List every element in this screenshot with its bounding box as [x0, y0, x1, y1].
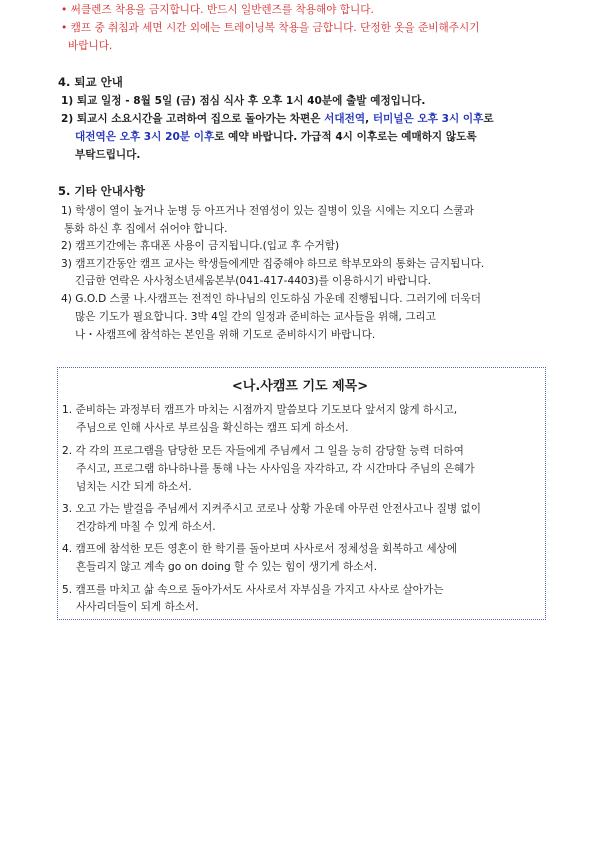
section-4-item-2-line-1 [61, 112, 494, 126]
section-5-line-6: 4) G.O.D 스쿨 나.사캠프는 전적인 하나님의 인도하심 가운데 진행됩니다. 그러기에 더욱더 [61, 293, 481, 305]
prayer-line-8: 4. 캠프에 참석한 모든 영혼이 한 학기를 돌아보며 사사로서 정체성을 회복하고 세상에 [62, 543, 458, 555]
section-4-item-2-line-2 [75, 130, 477, 144]
prayer-line-6: 3. 오고 가는 발걸음 주님께서 지켜주시고 코로나 상황 가운데 아무런 안전사고나 질병 없이 [62, 503, 481, 515]
item-2-highlight-terminal: 터미널은 오후 3시 이후 [372, 113, 484, 125]
prayer-line-9: 흔들리지 않고 계속 go on doing 할 수 있는 힘이 생기게 하소서. [76, 561, 378, 573]
prayer-line-2: 주님으로 인해 사사로 부르심을 확신하는 캠프 되게 하소서. [76, 422, 349, 434]
notice-line-1: • 써클렌즈 착용을 금지합니다. 반드시 일반렌즈를 착용해야 합니다. [61, 4, 374, 16]
section-5-heading: 5. 기타 안내사항 [58, 184, 146, 198]
section-5-line-5: 긴급한 연락은 사사청소년세움본부(041-417-4403)를 이용하시기 바랍니다. [75, 275, 431, 287]
notice-line-3: 바랍니다. [68, 40, 113, 52]
prayer-title: <나.사캠프 기도 제목> [231, 379, 369, 394]
section-5-line-3: 2) 캠프기간에는 휴대폰 사용이 금지됩니다.(입교 후 수거함) [61, 240, 340, 252]
prayer-line-3: 2. 각 각의 프로그램을 담당한 모든 자들에게 주님께서 그 일을 능히 감당할 능력 더하여 [62, 445, 464, 457]
section-5-line-1: 1) 학생이 열이 높거나 눈병 등 아프거나 전염성이 있는 질병이 있을 시에는 지오디 스쿨과 [61, 205, 474, 217]
item-2-highlight-daejeon: 대전역은 오후 3시 20분 이후 [75, 131, 215, 143]
prayer-line-5: 넘치는 시간 되게 하소서. [76, 481, 192, 493]
section-4-heading: 4. 퇴교 안내 [58, 75, 123, 89]
section-5-line-4: 3) 캠프기간동안 캠프 교사는 학생들에게만 집중해야 하므로 학부모와의 통화는 금지됩니다. [61, 258, 485, 270]
section-5-line-7: 많은 기도가 필요합니다. 3박 4일 간의 일정과 준비하는 교사들을 위해, 그리고 [75, 311, 436, 323]
section-5-line-8: 나・사캠프에 참석하는 본인을 위해 기도로 준비하시기 바랍니다. [75, 329, 376, 341]
section-5-line-2: 통화 하신 후 집에서 쉬어야 합니다. [64, 223, 228, 235]
notice-line-2: • 캠프 중 취침과 세면 시간 외에는 트레이닝복 착용을 금합니다. 단정한 옷을 준비해주시기 [61, 22, 480, 34]
section-4-item-2-line-3: 부탁드립니다. [75, 149, 141, 161]
item-2-text-d: 로 예약 바랍니다. 가급적 4시 이후로는 예매하지 않도록 [214, 131, 477, 143]
section-4-item-1: 1) 퇴교 일정 - 8월 5일 (금) 점심 식사 후 오후 1시 40분에 출발 예정입니다. [61, 95, 426, 107]
item-2-text-a: 2) 퇴교시 소요시간을 고려하여 집으로 돌아가는 차편은 [61, 113, 325, 125]
prayer-line-4: 주시고, 프로그램 하나하나를 통해 나는 사사임을 자각하고, 각 시간마다 주님의 은혜가 [76, 463, 475, 475]
item-2-text-b: , [365, 113, 373, 125]
prayer-line-7: 건강하게 마칠 수 있게 하소서. [76, 521, 216, 533]
item-2-highlight-seodaejeon: 서대전역 [324, 113, 366, 125]
prayer-line-1: 1. 준비하는 과정부터 캠프가 마치는 시점까지 말씀보다 기도보다 앞서지 않게 하시고, [62, 404, 458, 416]
item-2-text-c: 로 [483, 113, 494, 125]
prayer-line-11: 사사리더들이 되게 하소서. [76, 601, 199, 613]
prayer-line-10: 5. 캠프를 마치고 삶 속으로 돌아가서도 사사로서 자부심을 가지고 사사로 살아가는 [62, 584, 444, 596]
